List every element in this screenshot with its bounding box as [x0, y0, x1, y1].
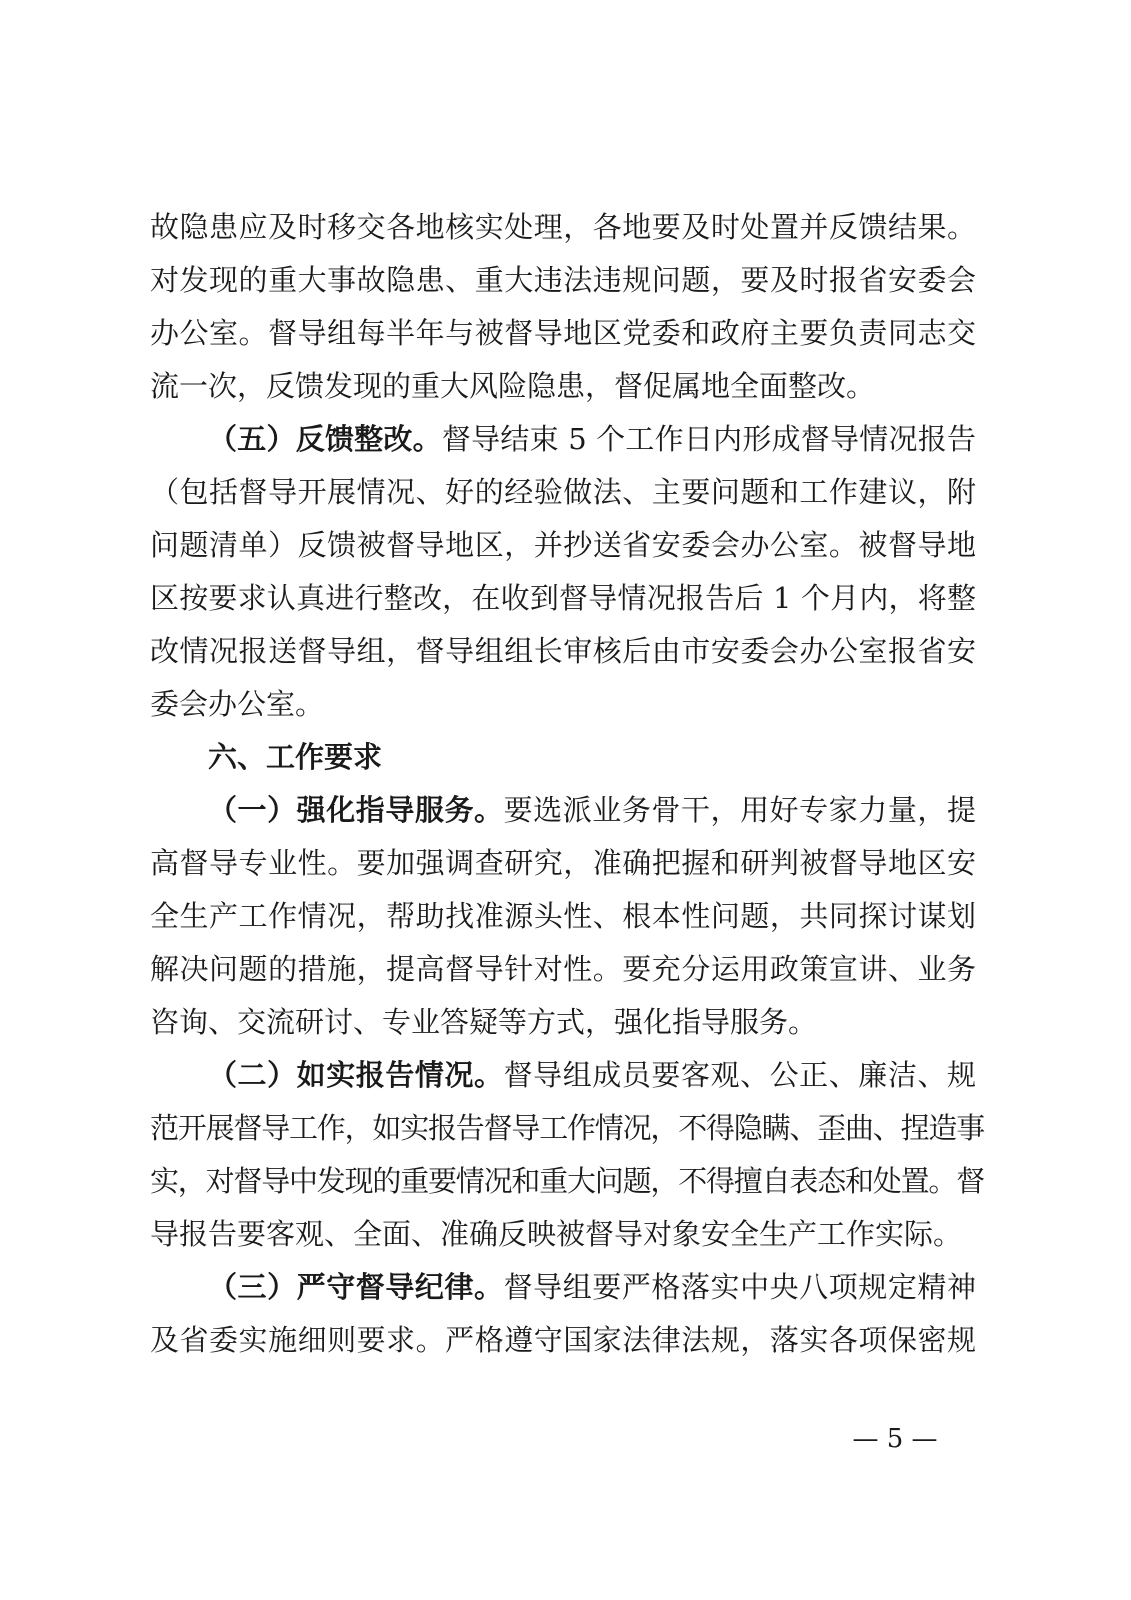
paragraph-lead-heading: （二）如实报告情况。: [208, 1058, 504, 1092]
paragraph-first-line: [208, 790, 976, 830]
paragraph-first-line: [208, 419, 976, 459]
paragraph-first-line: [208, 1055, 976, 1095]
body-text-line: 问题清单）反馈被督导地区，并抄送省安委会办公室。被督导地: [150, 528, 976, 562]
body-text-line: （包括督导开展情况、好的经验做法、主要问题和工作建议，附: [150, 475, 976, 509]
paragraph-text: 督导结束 5 个工作日内形成督导情况报告: [441, 422, 976, 456]
body-text-line: 全生产工作情况，帮助找准源头性、根本性问题，共同探讨谋划: [150, 899, 976, 933]
body-text-line: 区按要求认真进行整改，在收到督导情况报告后 1 个月内，将整: [150, 581, 976, 615]
page-number: — 5 —: [852, 1424, 938, 1454]
body-text-line: 及省委实施细则要求。严格遵守国家法律法规，落实各项保密规: [150, 1323, 976, 1357]
body-text-line: 范开展督导工作，如实报告督导工作情况，不得隐瞒、歪曲、捏造事: [150, 1111, 985, 1145]
section-heading: 六、工作要求: [208, 740, 383, 774]
paragraph-lead-heading: （三）严守督导纪律。: [208, 1270, 504, 1304]
paragraph-text: 要选派业务骨干，用好专家力量，提: [503, 793, 976, 827]
body-text-line: 改情况报送督导组，督导组组长审核后由市安委会办公室报省安: [150, 634, 976, 668]
body-text-line: 解决问题的措施，提高督导针对性。要充分运用政策宣讲、业务: [150, 952, 976, 986]
body-text-line: 故隐患应及时移交各地核实处理，各地要及时处置并反馈结果。: [150, 210, 976, 244]
paragraph-lead-heading: （五）反馈整改。: [208, 422, 442, 456]
body-text-line: 委会办公室。: [150, 687, 325, 721]
body-text-line: 流一次，反馈发现的重大风险隐患，督促属地全面整改。: [150, 369, 876, 403]
paragraph-lead-heading: （一）强化指导服务。: [208, 793, 504, 827]
body-text-line: 高督导专业性。要加强调查研究，准确把握和研判被督导地区安: [150, 846, 976, 880]
paragraph-text: 督导组成员要客观、公正、廉洁、规: [503, 1058, 976, 1092]
paragraph-text: 督导组要严格落实中央八项规定精神: [503, 1270, 976, 1304]
body-text-line: 对发现的重大事故隐患、重大违法违规问题，要及时报省安委会: [150, 263, 976, 297]
body-text-line: 导报告要客观、全面、准确反映被督导对象安全生产工作实际。: [150, 1217, 963, 1251]
body-text-line: 咨询、交流研讨、专业答疑等方式，强化指导服务。: [150, 1005, 818, 1039]
body-text-line: 办公室。督导组每半年与被督导地区党委和政府主要负责同志交: [150, 316, 976, 350]
body-text-line: 实，对督导中发现的重要情况和重大问题，不得擅自表态和处置。督: [150, 1164, 985, 1198]
paragraph-first-line: [208, 1267, 976, 1307]
